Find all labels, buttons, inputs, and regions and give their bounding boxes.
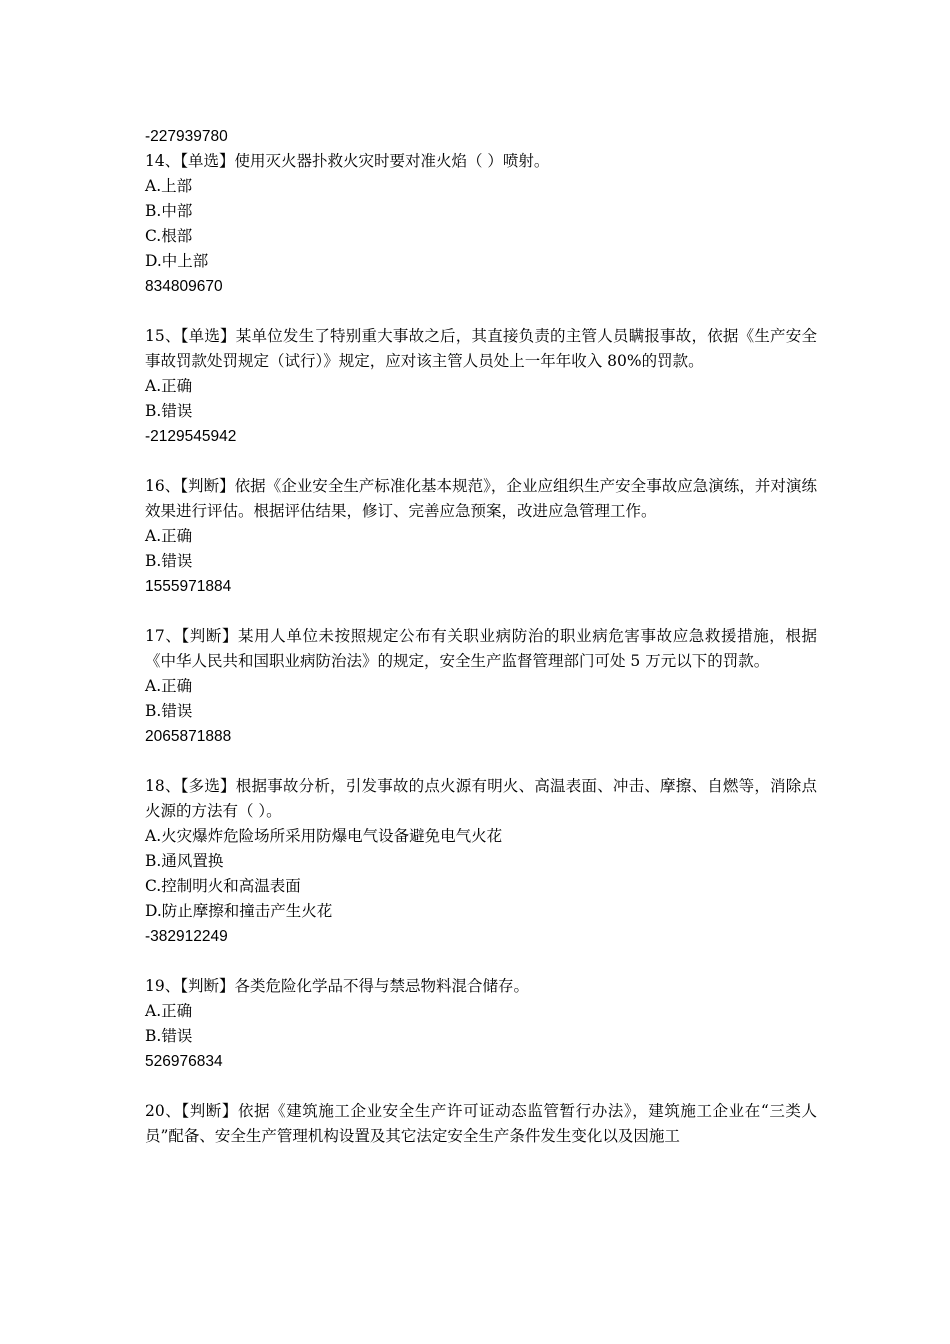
option-d: D.防止摩擦和撞击产生火花 — [145, 902, 333, 920]
question-18 — [145, 774, 817, 949]
option-a: A.正确 — [145, 527, 193, 545]
question-stem: 18、【多选】根据事故分析，引发事故的点火源有明火、高温表面、冲击、摩擦、自燃等，消除点火源的方法有（ ）。 — [145, 777, 817, 820]
question-stem: 15、【单选】某单位发生了特别重大事故之后，其直接负责的主管人员瞒报事故，依据《生产安全事故罚款处罚规定（试行）》规定，应对该主管人员处上一年年收入 80%的罚款。 — [145, 327, 817, 370]
question-16 — [145, 474, 817, 599]
question-14 — [145, 149, 817, 299]
option-b: B.错误 — [145, 702, 193, 720]
question-code: 2065871888 — [145, 728, 232, 745]
question-stem: 17、【判断】某用人单位未按照规定公布有关职业病防治的职业病危害事故应急救援措施，根据《中华人民共和国职业病防治法》的规定，安全生产监督管理部门可处 5 万元以下的罚款。 — [145, 627, 817, 670]
option-b: B.中部 — [145, 202, 193, 220]
option-b: B.错误 — [145, 402, 193, 420]
question-20 — [145, 1099, 817, 1149]
question-19 — [145, 974, 817, 1074]
question-stem: 14、【单选】使用灭火器扑救火灾时要对准火焰（ ）喷射。 — [145, 152, 550, 170]
option-a: A.火灾爆炸危险场所采用防爆电气设备避免电气火花 — [145, 827, 503, 845]
question-17 — [145, 624, 817, 749]
option-b: B.错误 — [145, 552, 193, 570]
option-a: A.正确 — [145, 377, 193, 395]
question-stem: 19、【判断】各类危险化学品不得与禁忌物料混合储存。 — [145, 977, 529, 995]
question-stem: 16、【判断】依据《企业安全生产标准化基本规范》，企业应组织生产安全事故应急演练，并对演练效果进行评估。根据评估结果，修订、完善应急预案，改进应急管理工作。 — [145, 477, 817, 520]
option-c: C.根部 — [145, 227, 193, 245]
question-code: -2129545942 — [145, 428, 237, 445]
question-code: -382912249 — [145, 928, 228, 945]
question-code: 526976834 — [145, 1053, 223, 1070]
question-15 — [145, 324, 817, 449]
option-c: C.控制明火和高温表面 — [145, 877, 301, 895]
option-b: B.错误 — [145, 1027, 193, 1045]
question-code: -227939780 — [145, 128, 228, 145]
option-b: B.通风置换 — [145, 852, 224, 870]
option-a: A.正确 — [145, 1002, 193, 1020]
option-a: A.正确 — [145, 677, 193, 695]
option-d: D.中上部 — [145, 252, 209, 270]
question-stem: 20、【判断】依据《建筑施工企业安全生产许可证动态监管暂行办法》，建筑施工企业在“三类人员”配备、安全生产管理机构设置及其它法定安全生产条件发生变化以及因施工 — [145, 1102, 817, 1145]
question-code: 1555971884 — [145, 578, 232, 595]
question-code: 834809670 — [145, 278, 223, 295]
page-content — [145, 124, 817, 1149]
option-a: A.上部 — [145, 177, 193, 195]
